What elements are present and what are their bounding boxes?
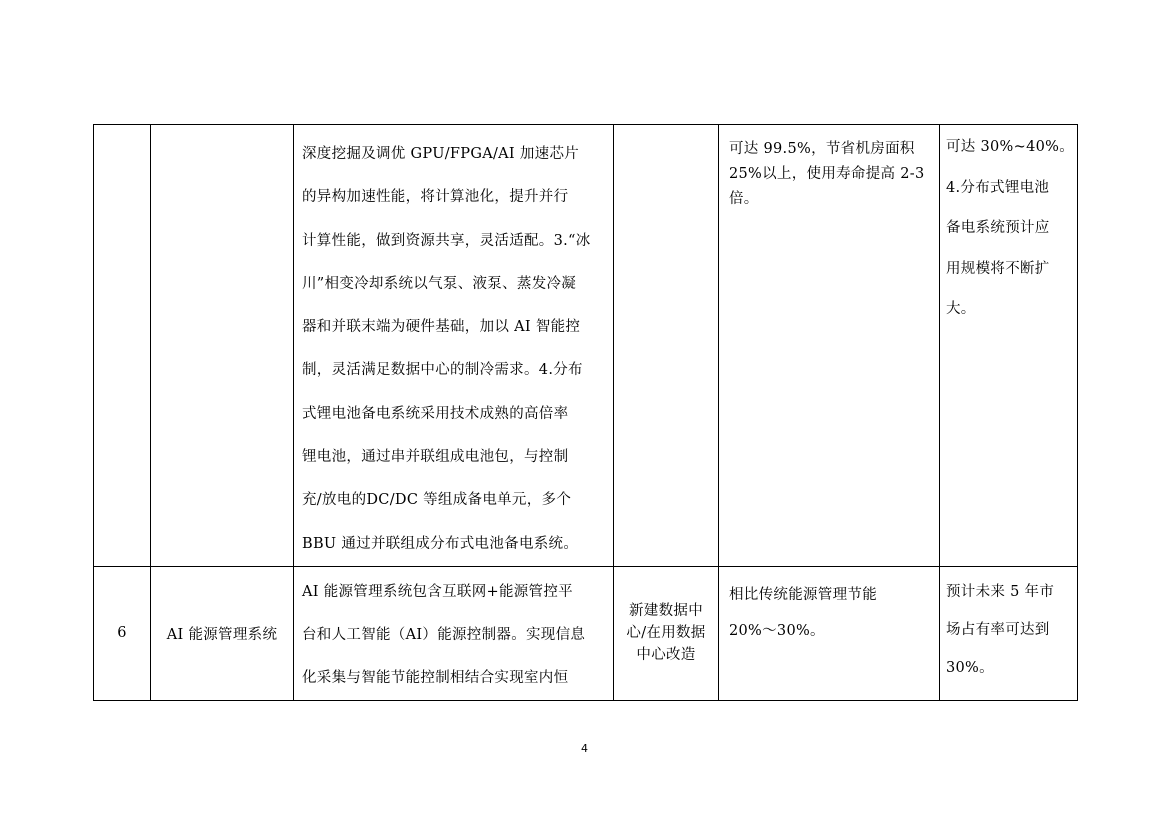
effect-line: 倍。 [729,191,759,207]
cell-number [94,125,151,567]
cell-scenario [614,125,719,567]
description-line: 川”相变冷却系统以气泵、液泵、蒸发冷凝 [302,275,577,292]
scenario-line: 新建数据中 [629,603,703,620]
outlook-line: 预计未来 5 年市 [946,583,1055,600]
cell-scenario [614,566,719,700]
effect-line: 可达 99.5%，节省机房面积 [729,141,915,157]
description-line: 深度挖掘及调优 GPU/FPGA/AI 加速芯片 [302,146,580,162]
table-row [94,125,1078,567]
scenario-line: 中心改造 [636,647,696,664]
description-line: 的异构加速性能，将计算池化，提升并行 [302,189,569,206]
outlook-line: 30%。 [946,659,994,676]
effect-line: 20%～30%。 [729,622,825,639]
cell-outlook [940,125,1078,567]
cell-name [151,125,294,567]
cell-outlook [940,566,1078,700]
outlook-line: 场占有率可达到 [946,621,1050,638]
cell-effect [719,566,940,700]
outlook-line: 用规模将不断扩 [946,260,1050,277]
description-line: 制，灵活满足数据中心的制冷需求。4.分布 [302,362,583,379]
description-line: 式锂电池备电系统采用技术成熟的高倍率 [302,405,569,422]
description-line: 充/放电的DC/DC 等组成备电单元，多个 [302,492,572,509]
cell-description [294,125,614,567]
table-row [94,566,1078,700]
cell-description [294,566,614,700]
cell-effect [719,125,940,567]
page-number: 4 [581,742,588,755]
description-line: BBU 通过并联组成分布式电池备电系统。 [302,535,579,552]
description-line: 锂电池，通过串并联组成电池包，与控制 [302,449,569,466]
cell-name: AI 能源管理系统 [151,566,294,700]
effect-line: 25%以上，使用寿命提高 2-3 [729,166,925,182]
outlook-line: 4.分布式锂电池 [946,179,1050,196]
description-line: 器和并联末端为硬件基础，加以 AI 智能控 [302,319,581,336]
description-line: 台和人工智能（AI）能源控制器。实现信息 [302,626,586,643]
outlook-line: 大。 [946,301,976,317]
product-table [93,124,1078,701]
effect-line: 相比传统能源管理节能 [729,586,877,603]
outlook-line: 备电系统预计应 [946,220,1050,236]
outlook-line: 可达 30%~40%。 [946,139,1075,155]
scenario-line: 心/在用数据 [626,625,706,642]
cell-number: 6 [94,566,151,700]
description-line: AI 能源管理系统包含互联网+能源管控平 [302,583,573,600]
description-line: 计算性能，做到资源共享，灵活适配。3.“冰 [302,232,591,249]
description-line: 化采集与智能节能控制相结合实现室内恒 [302,669,569,686]
